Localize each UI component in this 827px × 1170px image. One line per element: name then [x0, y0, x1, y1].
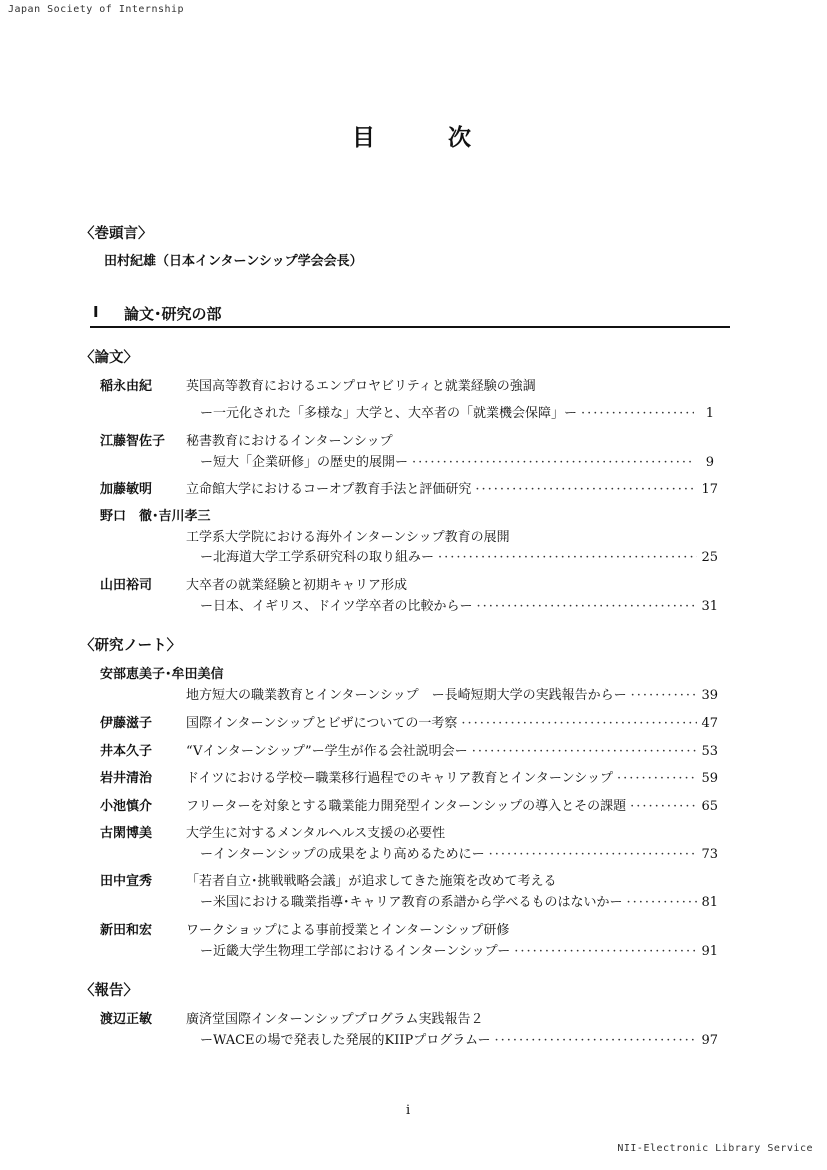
note-author: 安部恵美子･牟田美信: [100, 667, 224, 682]
toc-entry-line[interactable]: [186, 795, 718, 814]
page-number: 17: [701, 482, 718, 497]
note-author: 新田和宏: [100, 923, 153, 938]
leader-dots: [617, 771, 697, 786]
toc-entry-line[interactable]: [200, 843, 718, 862]
page-number: 97: [701, 1033, 718, 1048]
foreword-author: 田村紀雄（日本インターンシップ学会会長）: [104, 254, 363, 269]
notes-heading: 〈研究ノート〉: [80, 638, 182, 654]
section-numeral: I: [93, 303, 99, 321]
note-title[interactable]: 大学生に対するメンタルヘルス支援の必要性: [186, 826, 446, 841]
paper-title[interactable]: 秘書教育におけるインターンシップ: [186, 434, 393, 449]
paper-title[interactable]: 大卒者の就業経験と初期キャリア形成: [186, 578, 408, 593]
paper-author: 加藤敏明: [100, 482, 153, 497]
paper-subtitle: ー日本、イギリス、ドイツ学卒者の比較からー: [200, 599, 473, 614]
note-author: 田中宣秀: [100, 874, 153, 889]
page-number: 25: [701, 550, 718, 565]
toc-entry-line[interactable]: [186, 684, 718, 703]
toc-entry-line[interactable]: [200, 595, 718, 614]
leader-dots: [495, 1033, 698, 1048]
note-title: “Vインターンシップ”ー学生が作る会社説明会ー: [186, 744, 468, 759]
paper-title[interactable]: 英国高等教育におけるエンプロヤビリティと就業経験の強調: [186, 379, 536, 394]
papers-heading: 〈論文〉: [80, 350, 138, 366]
foreword-heading: 〈巻頭言〉: [80, 226, 153, 242]
note-title: フリーターを対象とする職業能力開発型インターンシップの導入とその課題: [186, 799, 627, 814]
leader-dots: [581, 406, 694, 421]
section-heading: 論文･研究の部: [124, 305, 222, 323]
report-title[interactable]: 廣済堂国際インターンシッププログラム実践報告２: [186, 1012, 484, 1027]
paper-title: 立命館大学におけるコーオプ教育手法と評価研究: [186, 482, 472, 497]
toc-entry-line[interactable]: [186, 740, 718, 759]
paper-subtitle: ー一元化された「多様な」大学と、大卒者の「就業機会保障」ー: [200, 406, 578, 421]
leader-dots: [475, 482, 697, 497]
leader-dots: [412, 455, 694, 470]
folio: i: [406, 1103, 411, 1118]
toc-entry-line[interactable]: [200, 891, 718, 910]
toc-entry-line[interactable]: [200, 940, 718, 959]
paper-author: 江藤智佐子: [100, 434, 166, 449]
reports-heading: 〈報告〉: [80, 983, 138, 999]
page-number: 31: [701, 599, 718, 614]
page-number: 1: [705, 406, 714, 421]
note-title: ドイツにおける学校ー職業移行過程でのキャリア教育とインターンシップ: [186, 771, 613, 786]
note-author: 古閑博美: [100, 826, 153, 841]
section-divider: [90, 326, 730, 328]
toc-entry-line[interactable]: [186, 478, 718, 497]
toc-entry-line[interactable]: [200, 402, 714, 421]
page-number: 39: [701, 688, 718, 703]
paper-author: 山田裕司: [100, 578, 153, 593]
paper-title[interactable]: 工学系大学院における海外インターンシップ教育の展開: [186, 530, 510, 545]
page-number: 65: [701, 799, 718, 814]
header-society-label: Japan Society of Internship: [8, 4, 185, 15]
paper-subtitle: ー短大「企業研修」の歴史的展開ー: [200, 455, 409, 470]
paper-author: 稲永由紀: [100, 379, 153, 394]
leader-dots: [489, 847, 698, 862]
page-number: 81: [701, 895, 718, 910]
note-author: 井本久子: [100, 744, 153, 759]
leader-dots: [472, 744, 698, 759]
paper-author: 野口 徹･吉川孝三: [100, 509, 211, 524]
note-subtitle: ーインターンシップの成果をより高めるためにー: [200, 847, 485, 862]
note-subtitle: ー米国における職業指導･キャリア教育の系譜から学べるものはないかー: [200, 895, 623, 910]
page-title-char-2: 次: [448, 125, 471, 151]
toc-entry-line[interactable]: [200, 451, 714, 470]
report-author: 渡辺正敏: [100, 1012, 153, 1027]
leader-dots: [461, 716, 697, 731]
page-number: 91: [701, 944, 718, 959]
page-number: 53: [701, 744, 718, 759]
foreword-entry[interactable]: [104, 250, 363, 269]
note-title: 地方短大の職業教育とインターンシップ ー長崎短期大学の実践報告からー: [186, 688, 627, 703]
leader-dots: [631, 688, 698, 703]
note-author: 伊藤滋子: [100, 716, 153, 731]
page-title-char-1: 目: [352, 125, 375, 151]
footer-service-label: NII-Electronic Library Service: [617, 1143, 813, 1154]
note-title[interactable]: ワークショップによる事前授業とインターンシップ研修: [186, 923, 510, 938]
page-number: 59: [701, 771, 718, 786]
toc-entry-line[interactable]: [200, 1029, 718, 1048]
note-author: 小池慎介: [100, 799, 153, 814]
page-number: 9: [705, 455, 714, 470]
note-subtitle: ー近畿大学生物理工学部におけるインターンシップー: [200, 944, 511, 959]
leader-dots: [514, 944, 697, 959]
leader-dots: [476, 599, 697, 614]
leader-dots: [438, 550, 697, 565]
note-author: 岩井清治: [100, 771, 153, 786]
leader-dots: [630, 799, 697, 814]
toc-entry-line[interactable]: [186, 767, 718, 786]
page-number: 47: [701, 716, 718, 731]
toc-entry-line[interactable]: [186, 712, 718, 731]
report-subtitle: ーWACEの場で発表した発展的KIIPプログラムー: [200, 1033, 491, 1048]
page-number: 73: [701, 847, 718, 862]
paper-subtitle: ー北海道大学工学系研究科の取り組みー: [200, 550, 435, 565]
leader-dots: [627, 895, 698, 910]
note-title: 国際インターンシップとビザについての一考察: [186, 716, 458, 731]
note-title[interactable]: 「若者自立･挑戦戦略会議」が追求してきた施策を改めて考える: [186, 874, 557, 889]
toc-entry-line[interactable]: [200, 546, 718, 565]
